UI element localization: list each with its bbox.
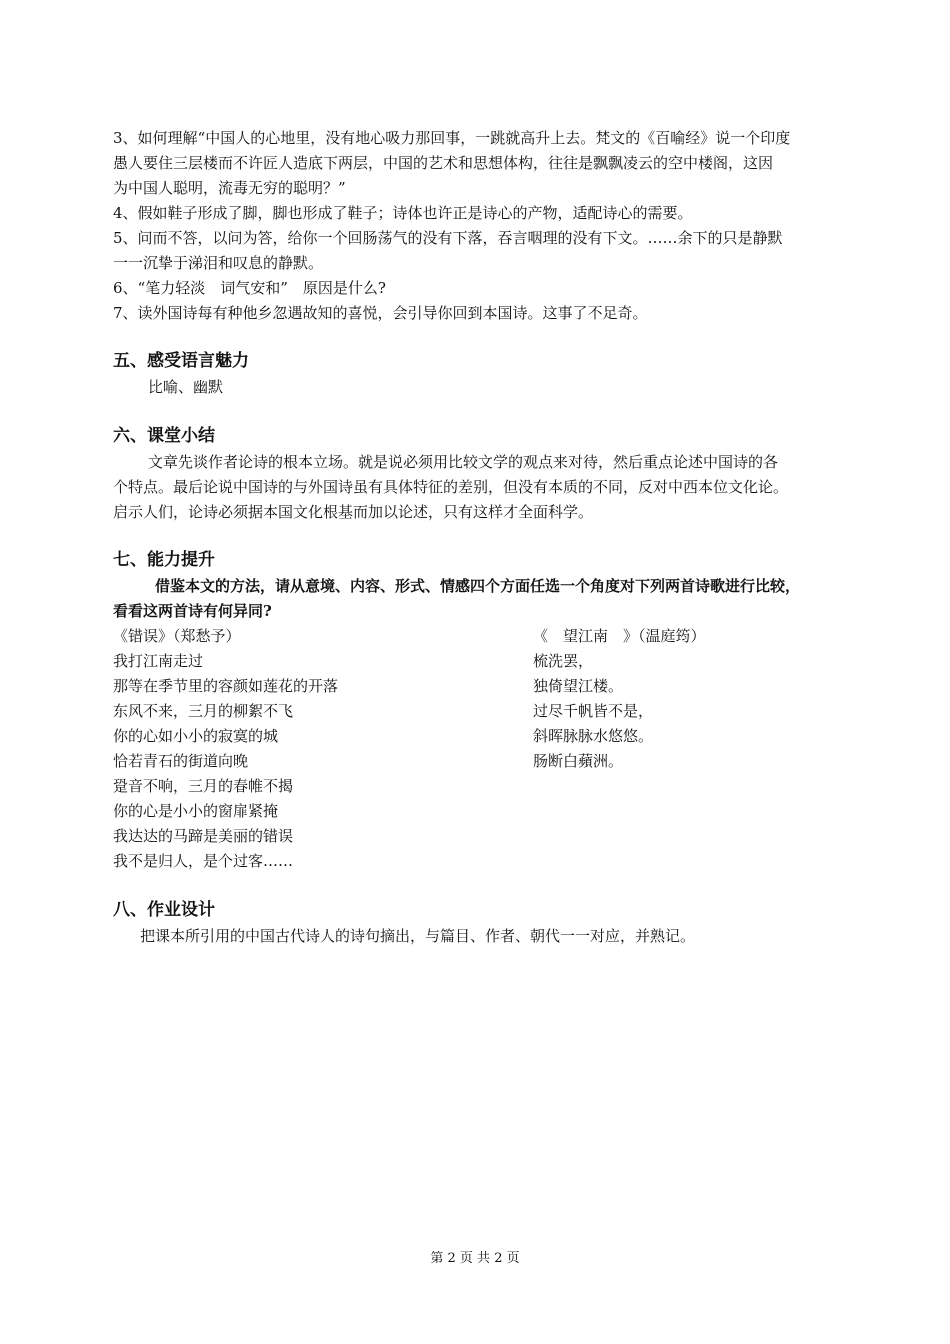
poem-right-line: 斜晖脉脉水悠悠。 (533, 727, 654, 745)
summary-line-1: 文章先谈作者论诗的根本立场。就是说必须用比较文学的观点来对待，然后重点论述中国诗的各 (148, 453, 779, 471)
poem-right-line: 梳洗罢， (533, 652, 594, 670)
poem-left-line: 我达达的马蹄是美丽的错误 (113, 827, 294, 845)
section-5-body: 比喻、幽默 (148, 378, 224, 396)
poem-left-line: 你的心是小小的窗扉紧掩 (113, 802, 279, 820)
section-8-heading: 八、作业设计 (113, 900, 215, 920)
poem-left-line: 那等在季节里的容颜如莲花的开落 (113, 677, 339, 695)
poem-left-line: 我不是归人，是个过客…… (113, 852, 294, 870)
homework-body: 把课本所引用的中国古代诗人的诗句摘出，与篇目、作者、朝代一一对应，并熟记。 (140, 927, 696, 945)
question-5-line-1: 5、问而不答，以问为答，给你一个回肠荡气的没有下落，吞言咽理的没有下文。……余下的只是静默 (113, 229, 783, 247)
section-5-heading: 五、感受语言魅力 (113, 351, 249, 371)
poem-left-line: 我打江南走过 (113, 652, 204, 670)
poem-right-line: 肠断白蘋洲。 (533, 752, 624, 770)
poem-right-title: 《 望江南 》（温庭筠） (533, 627, 706, 645)
poem-right-line: 独倚望江楼。 (533, 677, 624, 695)
question-3-line-2: 愚人要住三层楼而不许匠人造底下两层，中国的艺术和思想体构，往往是飘飘凌云的空中楼阁，这因 (113, 154, 774, 172)
question-5-line-2: 一一沉挚于涕泪和叹息的静默。 (113, 254, 324, 272)
poem-left-line: 跫音不响，三月的春帷不揭 (113, 777, 294, 795)
summary-line-2: 个特点。最后论说中国诗的与外国诗虽有具体特征的差别，但没有本质的不同，反对中西本位文化论。 (113, 478, 789, 496)
question-7: 7、读外国诗每有种他乡忽遇故知的喜悦，会引导你回到本国诗。这事了不足奇。 (113, 304, 648, 322)
question-4: 4、假如鞋子形成了脚，脚也形成了鞋子；诗体也许正是诗心的产物，适配诗心的需要。 (113, 204, 693, 222)
section-6-heading: 六、课堂小结 (113, 426, 215, 446)
summary-line-3: 启示人们，论诗必须据本国文化根基而加以论述，只有这样才全面科学。 (113, 503, 594, 521)
poem-left-line: 你的心如小小的寂寞的城 (113, 727, 279, 745)
page-footer: 第 2 页 共 2 页 (430, 1251, 520, 1266)
poem-left-line: 东风不来，三月的柳絮不飞 (113, 702, 294, 720)
poem-left-line: 恰若青石的街道向晚 (113, 752, 249, 770)
poem-right-line: 过尽千帆皆不是， (533, 702, 654, 720)
question-6: 6、“笔力轻淡 词气安和” 原因是什么? (113, 279, 386, 297)
task-prompt-line-2: 看看这两首诗有何异同? (113, 602, 272, 620)
question-3-line-1: 3、如何理解“中国人的心地里，没有地心吸力那回事，一跳就高升上去。梵文的《百喻经》说一个印度 (113, 129, 791, 147)
question-3-line-3: 为中国人聪明，流毒无穷的聪明？” (113, 179, 346, 197)
section-7-heading: 七、能力提升 (113, 550, 215, 570)
task-prompt-line-1: 借鉴本文的方法，请从意境、内容、形式、情感四个方面任选一个角度对下列两首诗歌进行比较， (155, 577, 801, 595)
poem-left-title: 《错误》（郑愁予） (113, 627, 241, 645)
